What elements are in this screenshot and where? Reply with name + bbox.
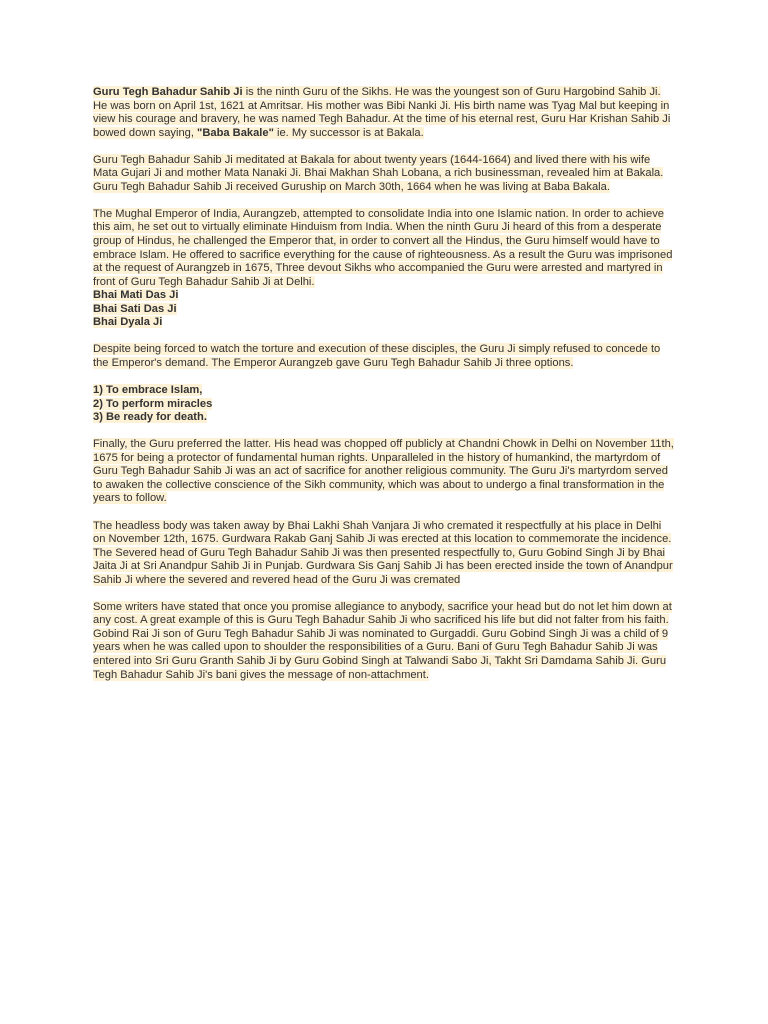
intro-text-b: ie. My successor is at Bakala. <box>273 126 424 139</box>
options-intro-text: Despite being forced to watch the torture and execution of these disciples, the Guru Ji simply refused to concede to the Emperor's demand. The Emperor Aurangzeb gave Guru Tegh Bahadur Sahib Ji three options. <box>93 343 661 369</box>
paragraph-allegiance <box>93 601 675 682</box>
intro-text-a: is the ninth Guru of the Sikhs. He was the youngest son of Guru Hargobind Sahib Ji. He was born on April 1st, 1621 at Amritsar. His mother was Bibi Nanki Ji. His birth name was Tyag Mal but keeping in view his courage and bravery, he was named Tegh Bahadur. At the time of his eternal rest, Guru Har Krishan Sahib Ji bowed down saying, <box>93 86 671 139</box>
intro-highlight <box>93 86 670 139</box>
guru-name-bold: Guru Tegh Bahadur Sahib Ji <box>93 86 243 98</box>
martyrdom-text: Finally, the Guru preferred the latter. His head was chopped off publicly at Chandni Chowk in Delhi on November 11th, 1675 for being a protector of fundamental human rights. Unparalleled in the history of humankind, the martyrdom of Guru Tegh Bahadur Sahib Ji was an act of sacrifice for another religious community. The Guru Ji's martyrdom served to awaken the collective conscience of the Sikh community, which was about to undergo a final transformation in the years to follow. <box>93 438 674 505</box>
paragraph-options-intro <box>93 343 675 370</box>
document-page <box>93 86 675 696</box>
sikh-name-2: Bhai Sati Das Ji <box>93 302 177 315</box>
allegiance-text: Some writers have stated that once you promise allegiance to anybody, sacrifice your head but do not let him down at any cost. A great example of this is Guru Tegh Bahadur Sahib Ji who sacrificed his life but did not falter from his faith. Gobind Rai Ji son of Guru Tegh Bahadur Sahib Ji was nominated to Gurgaddi. Guru Gobind Singh Ji was a child of 9 years when he was called upon to shoulder the responsibilities of a Guru. Bani of Guru Tegh Bahadur Sahib Ji was entered into Sri Guru Granth Sahib Ji by Guru Gobind Singh at Talwandi Sabo Ji, Takht Sri Damdama Sahib Ji. Guru Tegh Bahadur Sahib Ji's bani gives the message of non-attachment. <box>93 600 672 681</box>
mughal-text: The Mughal Emperor of India, Aurangzeb, attempted to consolidate India into one Islamic nation. In order to achieve this aim, he set out to virtually eliminate Hinduism from India. When the ninth Guru Ji heard of this from a desperate group of Hindus, he challenged the Emperor that, in order to convert all the Hindus, the Guru himself would have to embrace Islam. He offered to sacrifice everything for the cause of righteousness. As a result the Guru was imprisoned at the request of Aurangzeb in 1675, Three devout Sikhs who accompanied the Guru were arrested and martyred in front of Guru Tegh Bahadur Sahib Ji at Delhi. <box>93 207 673 288</box>
paragraph-meditation <box>93 154 675 195</box>
paragraph-mughal <box>93 208 675 330</box>
option-1: 1) To embrace Islam, <box>93 384 203 397</box>
headless-body-text: The headless body was taken away by Bhai Lakhi Shah Vanjara Ji who cremated it respectfully at his place in Delhi on November 12th, 1675. Gurdwara Rakab Ganj Sahib Ji was erected at this location to commemorate the incidence. The Severed head of Guru Tegh Bahadur Sahib Ji was then presented respectfully to, Guru Gobind Singh Ji by Bhai Jaita Ji at Sri Anandpur Sahib Ji in Punjab. Gurdwara Sis Ganj Sahib Ji has been erected inside the town of Anandpur Sahib Ji where the severed and revered head of the Guru Ji was cremated <box>93 519 673 586</box>
sikh-name-3: Bhai Dyala Ji <box>93 316 163 329</box>
option-3: 3) Be ready for death. <box>93 411 207 424</box>
option-2: 2) To perform miracles <box>93 397 213 410</box>
paragraph-headless-body <box>93 520 675 588</box>
sikh-name-1: Bhai Mati Das Ji <box>93 289 179 302</box>
meditation-text: Guru Tegh Bahadur Sahib Ji meditated at Bakala for about twenty years (1644-1664) and lived there with his wife Mata Gujari Ji and mother Mata Nanaki Ji. Bhai Makhan Shah Lobana, a rich businessman, revealed him at Bakala. Guru Tegh Bahadur Sahib Ji received Guruship on March 30th, 1664 when he was living at Baba Bakala. <box>93 153 664 193</box>
options-list <box>93 384 675 425</box>
baba-bakale-quote: "Baba Bakale" <box>197 126 274 139</box>
paragraph-martyrdom <box>93 438 675 506</box>
paragraph-intro <box>93 86 675 140</box>
